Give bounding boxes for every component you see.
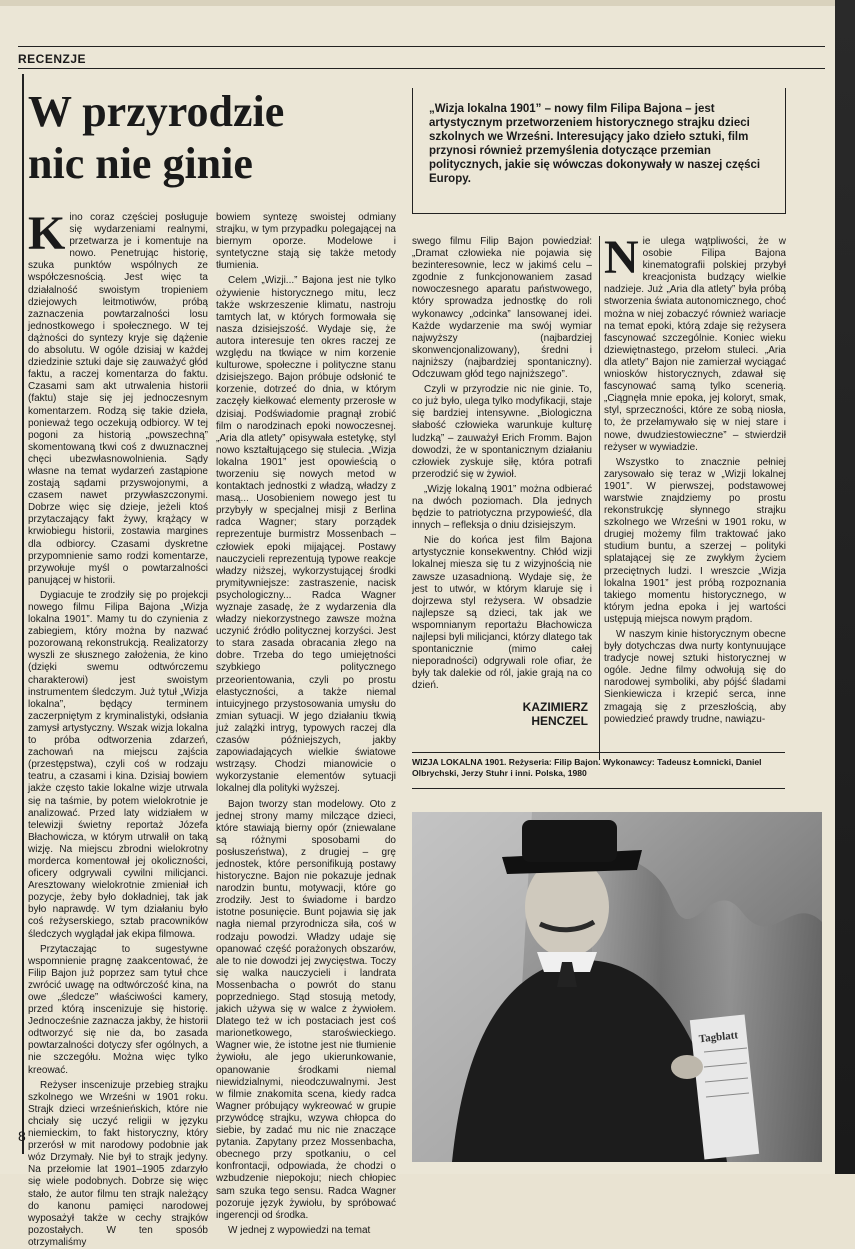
title-line-1: W przyrodzie [28, 87, 285, 136]
column-4 [604, 231, 786, 726]
newspaper-title: Tagblatt [698, 1029, 739, 1046]
paragraph: Czyli w przyrodzie nic nie ginie. To, co już było, ulega tylko modyfikacji, staje się bardziej intensywne. „Biologiczna słabość człowieka warunkuje kulturę ludzką” – zauważył Erich Fromm. Bajon dowodzi, że w spontanicznym działaniu człowiek zyskuje siłę, która potrafi przerodzić się w żywioł. [412, 384, 592, 480]
paragraph: Celem „Wizji...” Bajona jest nie tylko ożywienie historycznego mitu, lecz także wskrzeszenie klimatu, nastroju tamtych lat, w których formowała się nasza dzisiejszość. Wydaje się, że autora interesuje ten okres raczej ze względu na tkwiące w nim korzenie kulturowe, społeczne i polityczne stanu dzisiejszego. Bajon próbuje odsłonić te korzenie, dotrzeć do dnia, w którym zaczęły kiełkować elementy przerosłe w dzisiaj. Podświadomie pragnął zrobić film o narodzinach epoki nowoczesnej. „Aria dla atlety” opisywała estetykę, styl nowo kształtującego się stulecia. „Wizja lokalna 1901” jest opowieścią o tworzeniu się nowych metod w kontaktach jednostki z władzą, władzy z masą... Uosobieniem nowego jest tu przybyły w specjalnej misji z Berlina radca Wagner; stary porządek reprezentuje burmistrz Mossenbach – człowiek epoki mijającej. Postawy nauczycieli reprezentują typowe reakcje władzy niższej, wykorzystującej środki prymitywniejsze: zastraszenie, nacisk psychologiczny... Radca Wagner wyznaje zasadę, że z wydarzenia dla władzy niekorzystnego zawsze można uczynić źródło politycznej korzyści. Jest to stara zasada obracania złego na dobre. Trzeba do tego umiejętności szybkiego politycznego przeorientowania, czyli po prostu elastyczności, a także niemal intuicyjnego przystosowania umysłu do zmian sytuacji. W jego działaniu tkwią już zalążki intryg, typowych raczej dla czasów późniejszych, jakby zapowiadających wielkie światowe wstrząsy. Chodzi mianowicie o wykorzystanie elementów sytuacji lokalnej dla polityki wyższej. [216, 275, 396, 795]
column-3 [412, 236, 592, 692]
section-label: RECENZJE [18, 52, 87, 66]
author-first-name: KAZIMIERZ [522, 700, 588, 714]
caption-rule-top [412, 752, 785, 753]
paragraph: Nie do końca jest film Bajona artystycznie konsekwentny. Chłód wizji lokalnej miesza się tu z wizyjnością nie zawsze uzasadnioną. Wydaje się, że jest to utwór, w którym klaruje się i dojrzewa styl reżysera. W obsadzie najlepsze są dzieci, tak jak we wspomnianym reportażu Błachowicza najlepsi byli milicjanci, którzy dlatego tak spontanicznie (mimo całej nieporadności) odgrywali role ofiar, że były tak dalekie od ról, jakie grają na co dzień. [412, 535, 592, 692]
page-number: 8 [18, 1128, 26, 1144]
column-divider [599, 236, 600, 760]
paragraph: Wszystko to znacznie pełniej zarysowało się teraz w „Wizji lokalnej 1901”. W pierwszej, podstawowej warstwie znajdziemy po prostu rekonstrukcję słynnego strajku szkolnego we Wrześni w 1901 roku, w drugiej możemy film traktować jako studium buntu, a szerzej – polityki splatającej się ze zwykłym życiem przeciętnych ludzi. I wreszcie „Wizja lokalna 1901” jest próbą rozpoznania takiego momentu historycznego, w którym jedna epoka i jej wartości ustępują miejsca nowym prądom. [604, 456, 786, 625]
column-2 [216, 212, 396, 1237]
author-last-name: HENCZEL [531, 714, 588, 728]
paragraph: Reżyser inscenizuje przebieg strajku szkolnego we Wrześni w 1901 roku. Strajk dzieci wrześnieńskich, które nie chciały się uczyć religii w języku niemieckim, to fakt historyczny, który przerósł w mit narodowy podobnie jak wóz Drzymały. Nie był to strajk jedyny. Na przełomie lat 1901–1905 zdarzyło się wiele podobnych. Dobrze się więc stało, że autor filmu ten strajk należący do kanonu pamięci narodowej wyposażył także w cechy strajków pozostałych. W ten sposób otrzymaliśmy [28, 1079, 208, 1248]
paragraph: swego filmu Filip Bajon powiedział: „Dramat człowieka nie pojawia się bezinteresownie, lecz w jakimś celu – zgodnie z funkcjonowaniem zasad nowoczesnego aparatu państwowego, który sprowadza jednostkę do roli wykonawcy „odcinka” lansowanej idei. Każde wydarzenie ma swój wymiar najwyższy (najbardziej skonwencjonalizowany), średni i najniższy (najbardziej spontaniczny). Odczuwam głód tego najniższego”. [412, 236, 592, 381]
paragraph: Przytaczając to sugestywne wspomnienie pragnę zaakcentować, że Filip Bajon już poprzez sam tytuł chce zwrócić uwagę na odtwórczość kina, na owe „śledcze” właściwości kamery, przed którą inscenizuje się historię. Jednocześnie zaznacza jakby, że historii odtworzyć się nie da, bo zasada powtarzalności dotyczy sfer ogólnych, a nie szczegółu. Można więc tylko kreować. [28, 943, 208, 1076]
author-signature [470, 700, 588, 728]
article-title [28, 86, 358, 190]
drop-cap: K [28, 207, 66, 260]
film-still-photo [412, 812, 822, 1162]
article-lead: „Wizja lokalna 1901” – nowy film Filipa Bajona – jest artystycznym przetworzeniem historycznego strajku dzieci szkolnych we Wrześni. Interesujący jako dzieło sztuki, film przynosi również przemyślenia dotyczące przemian politycznych, jakie się wówczas dokonywały w naszej części Europy. [429, 103, 761, 185]
paragraph: W naszym kinie historycznym obecne były dotychczas dwa nurty kontynuujące tradycje nowej sztuki historycznej w ogóle. Jedne filmy odwołują się do narodowej symboliki, aby pójść śladami Sienkiewicza i krzepić serca, inne zmagają się z przeszłością, aby powiedzieć prawdy trudne, nawiązu- [604, 629, 786, 725]
paragraph: Kino coraz częściej posługuje się wydarzeniami realnymi, przetwarza je i komentuje na nowo. Penetrując historię, szuka punktów wspólnych ze współczesnością. Jest więc ta działalność swoistym tropieniem dziejowych leitmotiwów, próbą zaznaczenia powtarzalności losu jednostkowego i społecznego. W tej dążności do syntezy kryje się dążenie do absolutu. W ogóle dzisiaj w każdej dziedzinie sztuki daje się zauważyć głód faktu, a raczej komentarza do faktu. Czasami sam akt utrwalenia historii (faktu) staje się jej jednoczesnym komentarzem. Rodzą się takie dzieła, ponieważ tego oczekują odbiorcy. W tej pogoni za historią „powszechną” skomentowaną tkwi coś z dwuznacznej chęci ubezwłasnowolnienia. Sądy własne na temat wydarzeń zastąpione zostają sądami przyswojonymi, a czasem nawet przywłaszczonymi. Dobrze więc się dzieje, jeżeli ktoś przytaczający fakt żywy, krążący w krwiobiegu historii, zostawia margines dla odbiorcy. Czasami dyskretne przypomnienie samo rodzi komentarze, przywołuje myśl o powtarzalności panującej w historii. [28, 207, 208, 586]
paragraph: W jednej z wypowiedzi na temat [228, 1224, 371, 1236]
paragraph: „Wizję lokalną 1901” można odbierać na dwóch poziomach. Dla jednych będzie to patriotyczna przypowieść, dla innych – refleksja o dniu dzisiejszym. [412, 483, 592, 532]
section-rule [18, 68, 825, 69]
column-1 [28, 207, 208, 1249]
lead-box [412, 88, 786, 214]
paragraph: bowiem syntezę swoistej odmiany strajku, w tym przypadku polegającej na biernym oporze. Modelowe i syntetyczne stają się także metody tłumienia. [216, 212, 396, 272]
caption-rule-bottom [412, 788, 785, 789]
paragraph: Bajon tworzy stan modelowy. Oto z jednej strony mamy milczące dzieci, które stawiają bierny opór (zniewalane są różnymi sposobami do posłuszeństwa), z drugiej – grę jednostek, które personifikują postawy historyczne. Bajon nie pokazuje jednak narodzin buntu, motywacji, które go zrodziły. Jest to świadome i bardzo istotne posunięcie. Bunt pojawia się jak nagła niemal przyrodnicza siła, coś w rodzaju powodzi. Władzy udaje się opanować część porażonych obszarów, ale to nie dowodzi jej zwycięstwa. Toczy się walka nauczycieli i landrata Mossenbacha o powrót do stanu poprzedniego. Stąd stosują metody, jakich używa się w walce z żywiołem. Dlatego też w ich postaciach jest coś marionetkowego, staroświeckiego. Wagner wie, że istotne jest nie tłumienie żywiołu, ale jego ukierunkowanie, opanowanie środkami niemal niewidzialnymi, nieodczuwalnymi. Jest w filmie znakomita scena, kiedy radca Wagner próbujący wykreować w grupie przywódcę strajku, wzywa chłopca do siebie, by zadać mu nic nie znaczące pytania. Zapytany przez Mossenbacha, obecnego przy spotkaniu, o cel konfrontacji, odpowiada, że chodzi o wzbudzenie niepokoju; niech chłopiec sam szuka tego sensu. Radca Wagner pozoruje język żywiołu, by spróbować ingerencji od środka. [216, 798, 396, 1221]
paragraph: Nie ulega wątpliwości, że w osobie Filipa Bajona kinematografii polskiej przybył kreacjonista budzący wielkie nadzieje. Już „Aria dla atlety” była próbą stworzenia świata autonomicznego, choć można w niej zobaczyć również wariacje na temat epoki, którą zdaje się reżysera fascynować szczególnie. Koniec wieku dziewiętnastego, przełom stuleci. „Aria dla atlety” Bajon nie zamierzał wyciągać wniosków historycznych, zdawał się fascynować samą tylko scenerią. „Ciągnęła mnie epoka, jej koloryt, smak, styl, sprzeczności, które ze sobą niosła, to, że przełamywało się w niej stare i nowe, dwudziestowieczne” – stwierdził reżyser w wywiadzie. [604, 231, 786, 453]
photo-caption: WIZJA LOKALNA 1901. Reżyseria: Filip Bajon. Wykonawcy: Tadeusz Łomnicki, Daniel Olbrychski, Jerzy Stuhr i inni. Polska, 1980 [412, 757, 762, 778]
title-line-2: nic nie ginie [28, 139, 253, 188]
top-rule [18, 46, 825, 47]
page-right-edge [835, 0, 855, 1174]
paragraph: Dygiacuje te zrodziły się po projekcji nowego filmu Filipa Bajona „Wizja lokalna 1901”. Mamy tu do czynienia z zabiegiem, który można by nazwać pozorowaną rekonstrukcją. Realizatorzy wyszli ze słusznego założenia, że kino (dzięki swemu odtwórczemu charakterowi) jest swoistym instrumentem śledczym. Już tytuł „Wizja lokalna”, będący terminem zaczerpniętym z kryminalistyki, odsłania zamysł artystyczny. Wszak wizja lokalna to próba odtworzenia zdarzeń, zachowań na miejscu zajścia (przestępstwa), czyli coś w rodzaju teatru, a czasami i kina. Dzisiaj bowiem jakże często takie lokalne wizje utrwala się na taśmie, by potem wielokrotnie je analizować. Przed laty widziałem w telewizji świetny reportaż Józefa Błachowicza, w którym utrwalił on taką wizję. Na miejscu zbrodni wielokrotny morderca komentował jej okoliczności, oficery odgrywali cywilni milicjanci. Aresztowany wielokrotnie zmieniał ich pozycje, żeby było dokładniej, tak jak było naprawdę. W tym działaniu było coś reżyserskiego, sztab pracowników śledczych wyglądał jak ekipa filmowa. [28, 589, 208, 940]
drop-cap: N [604, 231, 639, 284]
page-top-edge [0, 0, 855, 6]
